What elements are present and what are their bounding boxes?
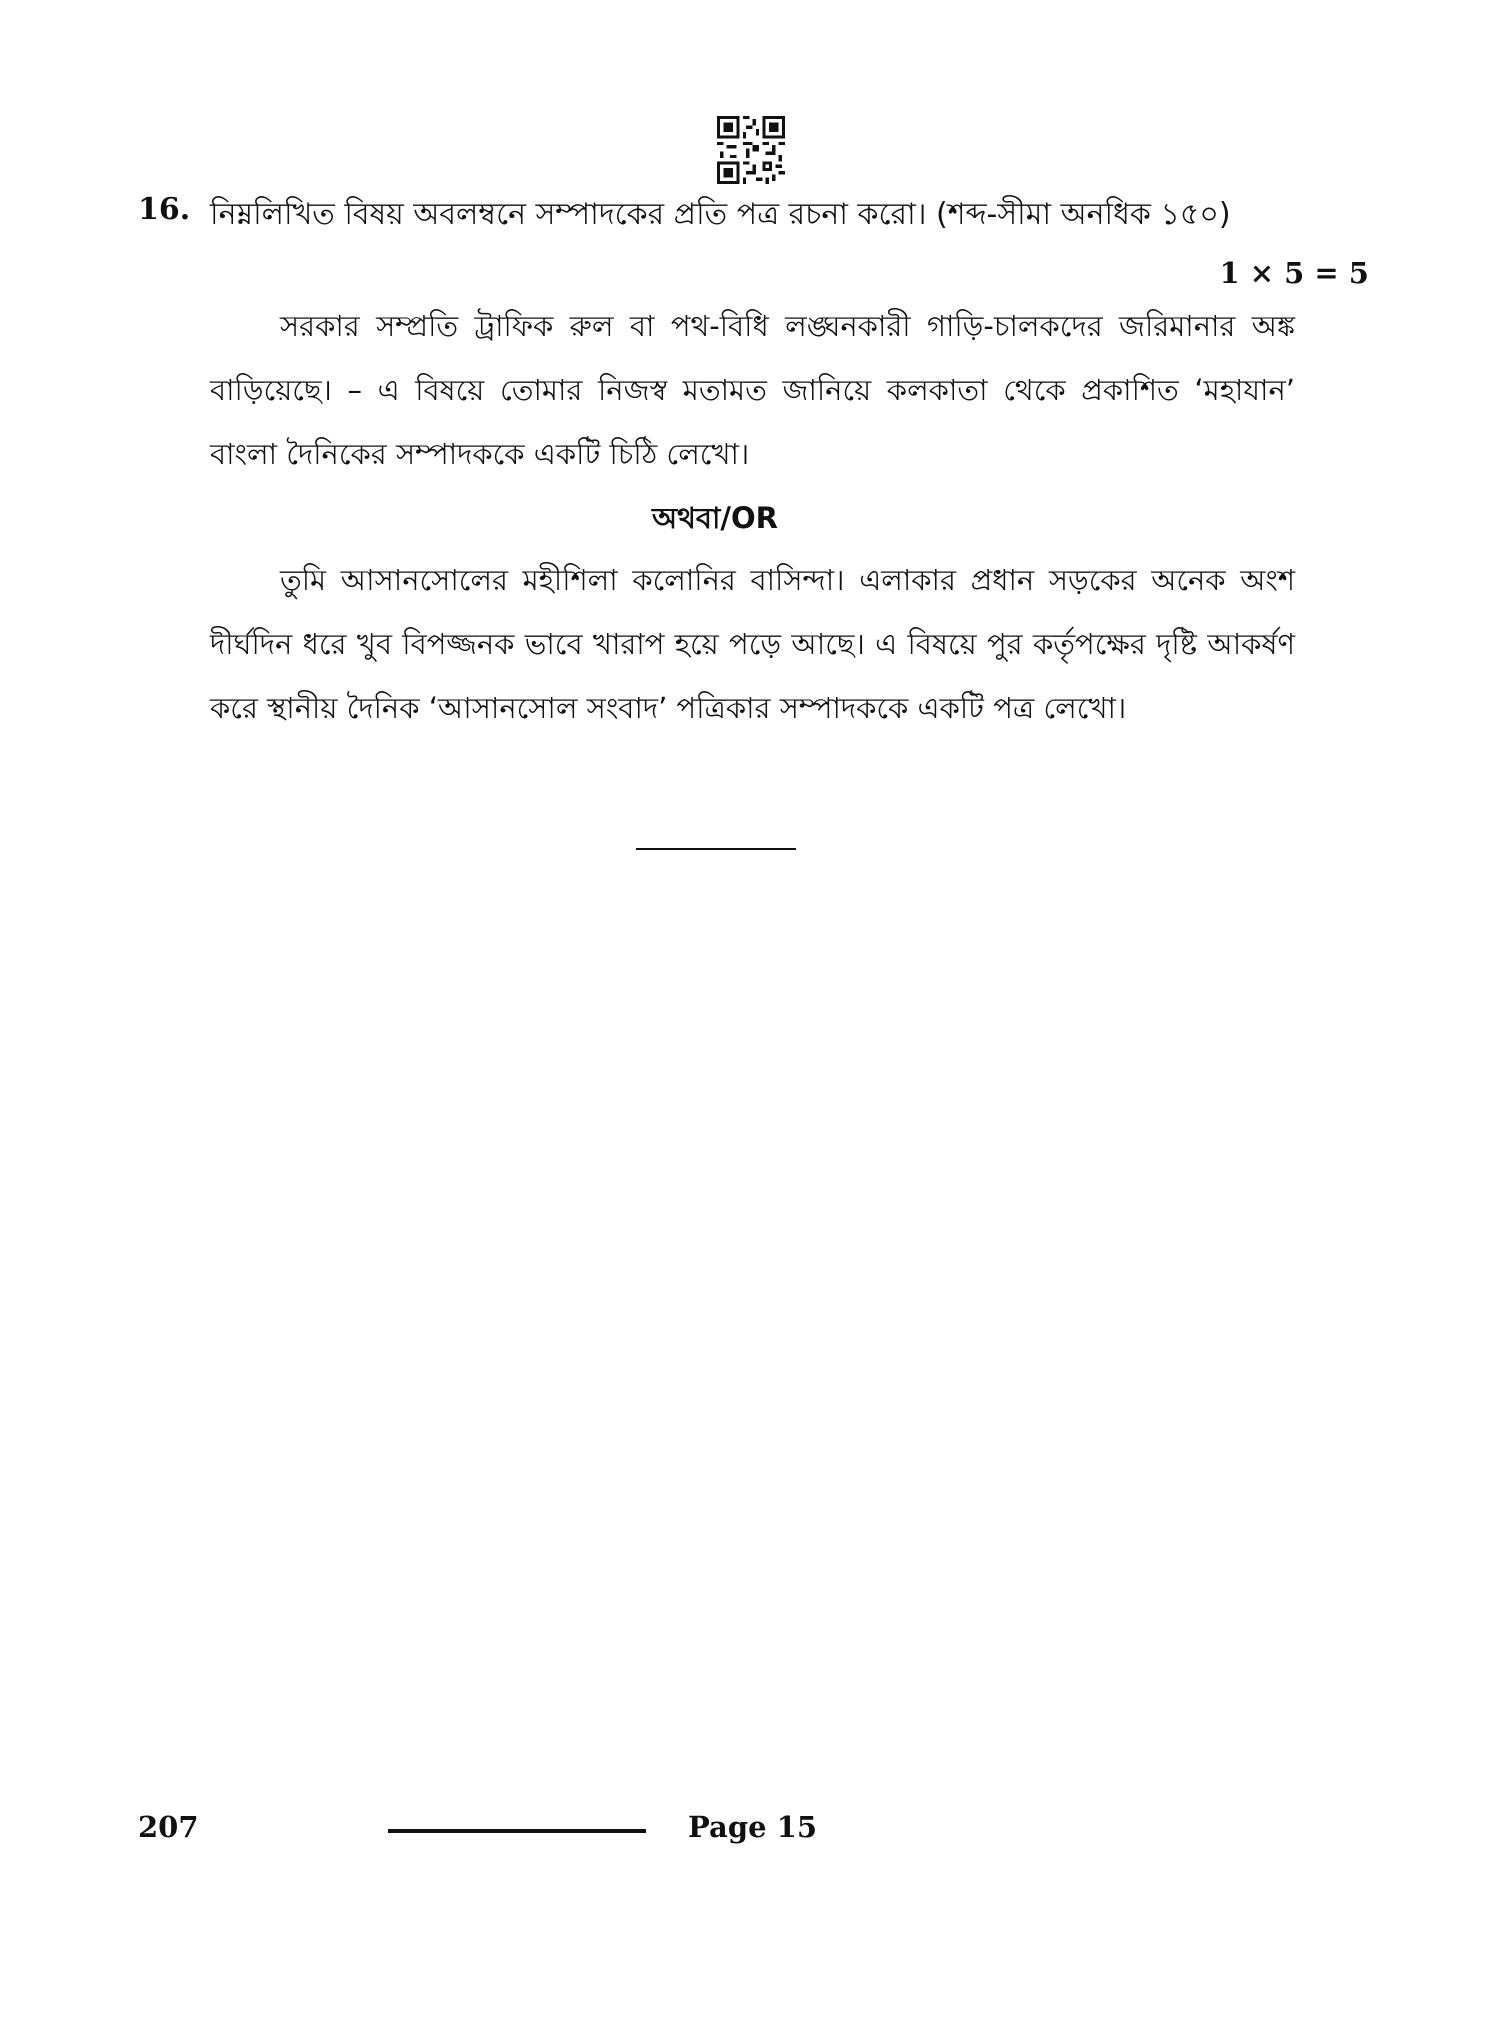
question-number: 16.	[138, 192, 191, 227]
page-number: Page 15	[688, 1810, 817, 1844]
end-divider	[636, 848, 796, 850]
question-instruction: নিম্নলিখিত বিষয় অবলম্বনে সম্পাদকের প্রতি পত্র রচনা করো। (শব্দ-সীমা অনধিক ১৫০)	[210, 197, 1231, 232]
footer-divider	[388, 1829, 646, 1833]
option-b-text: তুমি আসানসোলের মহীশিলা কলোনির বাসিন্দা। এলাকার প্রধান সড়কের অনেক অংশ দীর্ঘদিন ধরে খুব বিপজ্জনক ভাবে খারাপ হয়ে পড়ে আছে। এ বিষয়ে পুর কর্তৃপক্ষের দৃষ্টি আকর্ষণ করে স্থানীয় দৈনিক ‘আসানসোল সংবাদ’ পত্রিকার সম্পাদককে একটি পত্র লেখো।	[210, 563, 1295, 725]
question-marks: 1 × 5 = 5	[1219, 256, 1369, 290]
paper-code: 207	[138, 1810, 199, 1844]
qr-code-icon	[717, 116, 785, 184]
option-a-text: সরকার সম্প্রতি ট্রাফিক রুল বা পথ-বিধি লঙ্ঘনকারী গাড়ি-চালকদের জরিমানার অঙ্ক বাড়িয়েছে। – এ বিষয়ে তোমার নিজস্ব মতামত জানিয়ে কলকাতা থেকে প্রকাশিত ‘মহাযান’ বাংলা দৈনিকের সম্পাদককে একটি চিঠি লেখো।	[210, 309, 1295, 471]
or-label: অথবা/OR	[651, 501, 779, 535]
